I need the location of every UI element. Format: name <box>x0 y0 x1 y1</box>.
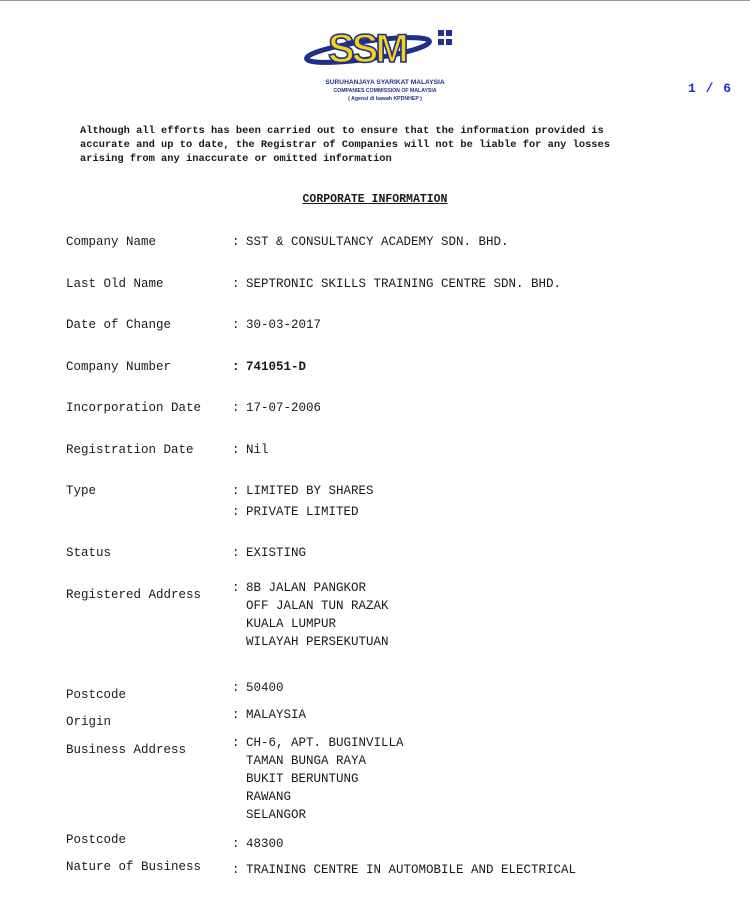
section-title-text: CORPORATE INFORMATION <box>302 193 448 206</box>
company-name-value: SST & CONSULTANCY ACADEMY SDN. BHD. <box>246 235 509 249</box>
top-border <box>0 0 750 1</box>
field-label: Company Number <box>66 360 172 374</box>
section-title <box>0 193 750 206</box>
field-value <box>246 579 389 651</box>
field-value <box>246 861 576 879</box>
address-line: 8B JALAN PANGKOR <box>246 581 367 595</box>
field-value <box>246 316 321 334</box>
field-value <box>246 734 404 824</box>
field-label: Incorporation Date <box>66 401 202 415</box>
address-line: KUALA LUMPUR <box>246 617 337 631</box>
company-number-value: 741051-D <box>246 360 307 374</box>
field-label: Last Old Name <box>66 277 164 291</box>
field-colon: : <box>232 546 240 560</box>
address-line: OFF JALAN TUN RAZAK <box>246 599 389 613</box>
field-colon: : <box>232 401 240 415</box>
field-colon: : <box>232 360 240 374</box>
field-colon: : <box>232 318 240 332</box>
field-value <box>246 275 561 293</box>
origin-value: MALAYSIA <box>246 708 307 722</box>
field-value <box>246 679 284 697</box>
field-colon: : <box>232 736 240 750</box>
status-value: EXISTING <box>246 546 307 560</box>
field-colon: : <box>232 681 240 695</box>
field-label: Status <box>66 546 112 560</box>
field-label: Type <box>66 484 97 498</box>
field-colon: : <box>232 708 240 722</box>
registration-date-value: Nil <box>246 443 269 457</box>
postcode-registered-value: 50400 <box>246 681 284 695</box>
page-indicator: 1 / 6 <box>688 81 733 96</box>
field-label: Business Address <box>66 743 187 757</box>
field-colon: : <box>232 235 240 249</box>
field-value <box>246 706 306 724</box>
field-value <box>246 233 509 251</box>
org-note: ( Agensi di bawah KPDNHEP ) <box>348 96 422 102</box>
address-line: RAWANG <box>246 790 292 804</box>
field-value <box>246 441 269 459</box>
field-value <box>246 835 284 853</box>
address-line: CH-6, APT. BUGINVILLA <box>246 736 404 750</box>
field-colon-group: : : <box>232 484 240 519</box>
postcode-business-value: 48300 <box>246 837 284 851</box>
field-label: Origin <box>66 715 112 729</box>
incorporation-date-value: 17-07-2006 <box>246 401 322 415</box>
date-of-change-value: 30-03-2017 <box>246 318 322 332</box>
field-value <box>246 358 306 376</box>
field-value <box>246 482 374 524</box>
field-label: Company Name <box>66 235 157 249</box>
last-old-name-value: SEPTRONIC SKILLS TRAINING CENTRE SDN. BHD. <box>246 277 562 291</box>
org-name: SURUHANJAYA SYARIKAT MALAYSIA <box>325 79 445 86</box>
address-line: BUKIT BERUNTUNG <box>246 772 359 786</box>
address-line: WILAYAH PERSEKUTUAN <box>246 635 389 649</box>
type-value-1: LIMITED BY SHARES <box>246 484 374 498</box>
field-label: Date of Change <box>66 318 172 332</box>
field-label: Registration Date <box>66 443 194 457</box>
field-label: Nature of Business <box>66 860 202 874</box>
field-label: Registered Address <box>66 588 202 602</box>
nature-of-business-value: TRAINING CENTRE IN AUTOMOBILE AND ELECTRICAL <box>246 863 577 877</box>
field-colon: : <box>232 277 240 291</box>
field-label: Postcode <box>66 833 127 847</box>
type-value-2: PRIVATE LIMITED <box>246 505 359 519</box>
field-colon: : <box>232 581 240 595</box>
field-label: Postcode <box>66 688 127 702</box>
field-colon: : <box>232 837 240 851</box>
field-colon: : <box>232 443 240 457</box>
logo-text: SSM <box>328 27 406 71</box>
field-colon: : <box>232 863 240 877</box>
disclaimer-text: Although all efforts has been carried out to ensure that the information provided is accurate and up to date, the Registrar of Companies will not be liable for any losses arising from any inaccurate or omitted information <box>80 125 611 165</box>
org-name-en: COMPANIES COMMISSION OF MALAYSIA <box>333 88 437 94</box>
address-line: TAMAN BUNGA RAYA <box>246 754 367 768</box>
ssm-logo <box>300 18 470 106</box>
address-line: SELANGOR <box>246 808 307 822</box>
field-value <box>246 544 306 562</box>
ssm-logo-graphic <box>300 18 470 78</box>
field-value <box>246 399 321 417</box>
